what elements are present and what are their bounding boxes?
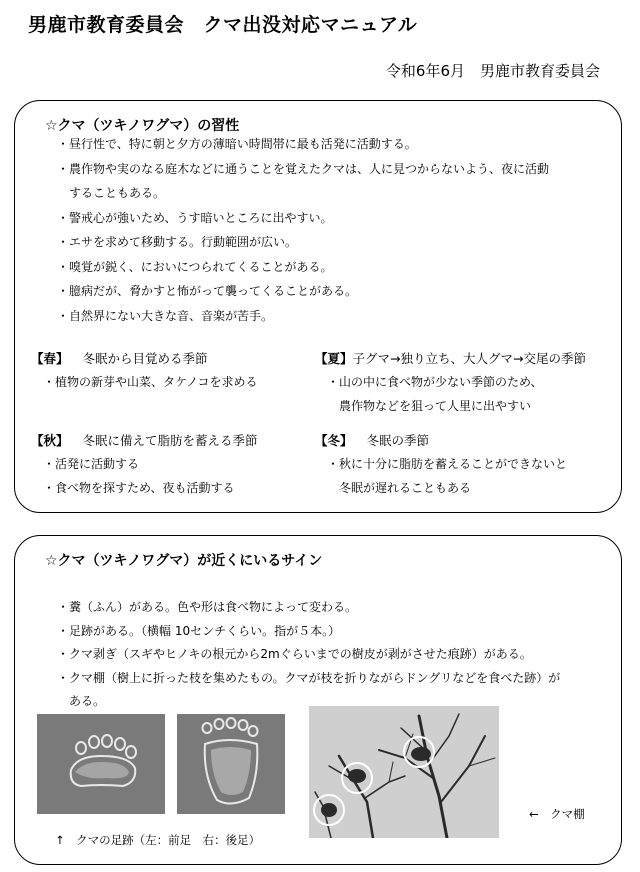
season-desc: 冬眠に備えて脂肪を蓄える季節 — [82, 433, 258, 448]
bear-shelf-caption: ← クマ棚 — [529, 807, 585, 821]
signs-section — [14, 535, 622, 865]
date-and-organization: 令和6年6月 男鹿市教育委員会 — [385, 62, 600, 80]
season-desc: 冬眠から目覚める季節 — [82, 351, 208, 366]
habit-item: ・農作物や実のなる庭木などに通うことを覚えたクマは、人に見つからないよう、夜に活動 — [57, 161, 550, 176]
season-item: 冬眠が遅れることもある — [327, 481, 472, 495]
season-item: 農作物などを狙って人里に出やすい — [327, 399, 532, 413]
habits-section — [14, 100, 622, 513]
habit-item: ・昼行性で、特に朝と夕方の薄暗い時間帯に最も活発に活動する。 — [57, 137, 417, 151]
hind-paw-photo — [177, 714, 285, 814]
season-desc: 冬眠の季節 — [366, 433, 430, 448]
habit-item: ・エサを求めて移動する。行動範囲が広い。 — [57, 235, 298, 249]
season-desc: 子グマ→独り立ち、大人グマ→交尾の季節 — [352, 351, 586, 366]
season-item: ・食べ物を探すため、夜も活動する — [43, 481, 235, 495]
season-label: 【夏】 — [315, 351, 353, 366]
season-item: ・秋に十分に脂肪を蓄えることができないと — [327, 457, 568, 471]
signs-list — [57, 596, 560, 714]
page-title: 男鹿市教育委員会 クマ出没対応マニュアル — [28, 14, 418, 36]
habit-item: ・嗅覚が鋭く、においにつられてくることがある。 — [57, 259, 333, 274]
season-item: ・活発に活動する — [43, 457, 140, 471]
habit-item: することもある。 — [57, 186, 166, 200]
sign-item: ・クマ棚（樹上に折った枝を集めたもの。クマが枝を折りながらドングリなどを食べた跡）が — [57, 670, 561, 685]
season-item: ・植物の新芽や山菜、タケノコを求める — [43, 375, 258, 389]
habit-item: ・自然界にない大きな音、音楽が苦手。 — [57, 308, 274, 323]
season-label: 【秋】 — [31, 433, 69, 448]
season-label: 【冬】 — [315, 433, 353, 448]
bear-shelf-tree-photo — [309, 706, 499, 838]
habit-item: ・警戒心が強いため、うす暗いところに出やすい。 — [57, 210, 333, 225]
sign-item: ・クマ剥ぎ（スギやヒノキの根元から2mぐらいまでの樹皮が剥がさせた痕跡）がある。 — [57, 647, 532, 661]
season-label: 【春】 — [31, 351, 69, 366]
sign-item: ・糞（ふん）がある。色や形は食べ物によって変わる。 — [57, 600, 358, 614]
front-paw-photo — [37, 714, 165, 814]
sign-item: ・足跡がある。（横幅 10センチくらい。指が５本。） — [57, 623, 341, 638]
season-spring — [31, 348, 331, 394]
footprint-caption: ↑ クマの足跡（左：前足 右：後足） — [55, 833, 261, 847]
habits-title: ☆クマ（ツキノワグマ）の習性 — [45, 118, 240, 134]
signs-title: ☆クマ（ツキノワグマ）が近くにいるサイン — [45, 553, 323, 569]
season-winter — [315, 430, 615, 500]
habits-list — [57, 132, 549, 328]
habit-item: ・臆病だが、脅かすと怖がって襲ってくることがある。 — [57, 284, 358, 298]
season-summer — [315, 348, 615, 418]
sign-item: ある。 — [57, 694, 106, 708]
season-item: ・山の中に食べ物が少ない季節のため、 — [327, 375, 543, 389]
season-autumn — [31, 430, 331, 500]
